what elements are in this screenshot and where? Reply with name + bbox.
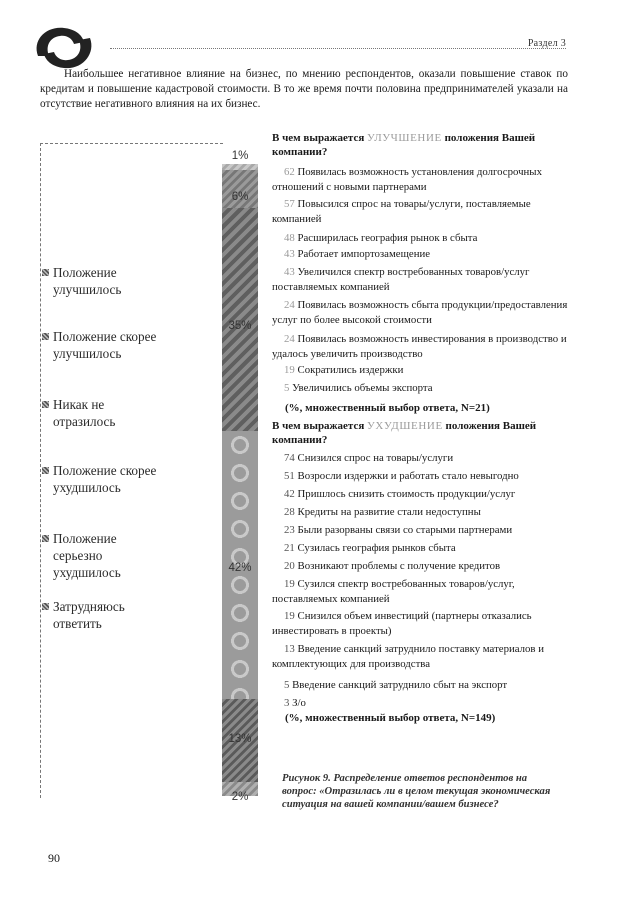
answer-percent: 43 bbox=[284, 248, 298, 260]
answer-item bbox=[272, 523, 568, 538]
legend-marker bbox=[42, 401, 49, 408]
section-label: Раздел 3 bbox=[527, 38, 566, 49]
answer-item bbox=[272, 298, 568, 327]
answer-item bbox=[272, 487, 568, 502]
legend-label: Затрудняюсь ответить bbox=[53, 599, 125, 631]
bar-value-label: 2% bbox=[231, 791, 249, 803]
answer-item bbox=[272, 505, 568, 520]
bar-value-label: 1% bbox=[231, 150, 249, 162]
answer-percent: 3 bbox=[284, 697, 293, 709]
worsen-question-title bbox=[272, 419, 568, 447]
answer-percent: 48 bbox=[284, 232, 298, 244]
answer-percent: 21 bbox=[284, 542, 298, 554]
answer-text: Работает импортозамещение bbox=[297, 248, 431, 260]
legend-item-somewhat-worsened bbox=[42, 462, 203, 496]
answer-text: Пришлось снизить стоимость продукции/услуг bbox=[297, 488, 516, 500]
bar-value-label: 42% bbox=[228, 562, 252, 574]
answer-item bbox=[272, 559, 568, 574]
answer-item bbox=[272, 197, 568, 226]
answer-text: Снизился спрос на товары/услуги bbox=[297, 452, 454, 464]
answer-percent: 5 bbox=[284, 679, 293, 691]
answer-item bbox=[272, 165, 568, 194]
answer-percent: 19 bbox=[284, 610, 298, 622]
improve-question-title bbox=[272, 131, 568, 159]
answer-percent: 23 bbox=[284, 524, 298, 536]
intro-paragraph: Наибольшее негативное влияние на бизнес, по мнению респондентов, оказали повышение ставок по кредитам и повышение кадастровой стоимости. В то же время почти половина предпринимателей указали на отсутствие негативного влияния на их бизнес. bbox=[40, 68, 568, 110]
legend-label: Положение серьезно ухудшилось bbox=[53, 531, 121, 580]
answer-text: Появилась возможность инвестирования в производство и удалось увеличить производство bbox=[272, 333, 567, 360]
answer-text: Сократились издержки bbox=[297, 364, 404, 376]
header-rule bbox=[110, 48, 566, 49]
legend-label: Положение улучшилось bbox=[53, 265, 122, 297]
answer-percent: 24 bbox=[284, 299, 298, 311]
answer-text: Увеличились объемы экспорта bbox=[292, 382, 433, 394]
answer-percent: 13 bbox=[284, 643, 298, 655]
answer-text: Возникают проблемы с получение кредитов bbox=[297, 560, 501, 572]
answer-item bbox=[272, 696, 568, 711]
answer-item bbox=[272, 469, 568, 484]
answer-percent: 24 bbox=[284, 333, 298, 345]
answer-item bbox=[272, 381, 568, 396]
legend-marker bbox=[42, 535, 49, 542]
answer-item bbox=[272, 332, 568, 361]
legend-item-no-effect bbox=[42, 396, 163, 430]
answer-percent: 19 bbox=[284, 578, 298, 590]
worsen-title-highlight: УХУДШЕНИЕ bbox=[367, 420, 443, 432]
answer-item bbox=[272, 577, 568, 606]
legend-item-somewhat-improved bbox=[42, 328, 203, 362]
answer-item bbox=[272, 363, 568, 378]
improve-sample-note: (%, множественный выбор ответа, N=21) bbox=[285, 402, 490, 414]
answer-text: З/о bbox=[292, 697, 306, 709]
answer-percent: 57 bbox=[284, 198, 298, 210]
improve-title-suffix: положения Вашей компании? bbox=[272, 132, 536, 158]
figure-caption: Рисунок 9. Распределение ответов респондентов на вопрос: «Отразилась ли в целом текущая экономическая ситуация на вашей компании/вашем бизнесе? bbox=[282, 773, 551, 810]
worsen-title-suffix: положения Вашей компании? bbox=[272, 420, 537, 446]
answer-text: Повысился спрос на товары/услуги, поставляемые компанией bbox=[272, 198, 531, 225]
answer-item bbox=[272, 541, 568, 556]
legend-item-hard-to-say bbox=[42, 598, 163, 632]
answer-item bbox=[272, 609, 568, 638]
legend-item-seriously-worsened bbox=[42, 530, 153, 581]
answer-text: Увеличился спектр востребованных товаров/услуг поставляемых компанией bbox=[272, 266, 530, 293]
legend-item-improved bbox=[42, 264, 173, 298]
legend-label: Положение скорее улучшилось bbox=[53, 329, 157, 361]
answer-text: Возросли издержки и работать стало невыгодно bbox=[297, 470, 519, 482]
answer-text: Кредиты на развитие стали недоступны bbox=[297, 506, 481, 518]
improve-title-prefix: В чем выражается bbox=[272, 132, 365, 144]
answer-percent: 5 bbox=[284, 382, 293, 394]
answer-item bbox=[272, 231, 568, 246]
bar-value-label: 6% bbox=[231, 191, 249, 203]
answer-text: Введение санкций затруднило сбыт на экспорт bbox=[292, 679, 508, 691]
answer-item bbox=[272, 642, 568, 671]
legend-marker bbox=[42, 467, 49, 474]
bar-value-label: 35% bbox=[228, 320, 252, 332]
answer-percent: 62 bbox=[284, 166, 298, 178]
legend-label: Никак не отразилось bbox=[53, 397, 116, 429]
answer-item bbox=[272, 678, 568, 693]
answer-item bbox=[272, 451, 568, 466]
answer-item bbox=[272, 247, 568, 262]
answer-text: Введение санкций затруднило поставку материалов и комплектующих для производства bbox=[272, 643, 545, 670]
improve-title-highlight: УЛУЧШЕНИЕ bbox=[367, 132, 442, 144]
bar-value-label: 13% bbox=[228, 733, 252, 745]
legend-marker bbox=[42, 333, 49, 340]
answer-percent: 19 bbox=[284, 364, 298, 376]
answer-percent: 20 bbox=[284, 560, 298, 572]
answer-text: Появилась возможность установления долгосрочных отношений с новыми партнерами bbox=[272, 166, 542, 193]
legend-label: Положение скорее ухудшилось bbox=[53, 463, 157, 495]
worsen-sample-note: (%, множественный выбор ответа, N=149) bbox=[285, 712, 496, 724]
legend-marker bbox=[42, 269, 49, 276]
answer-percent: 43 bbox=[284, 266, 298, 278]
answer-text: Сузился спектр востребованных товаров/услуг, поставляемых компанией bbox=[272, 578, 515, 605]
answer-text: Были разорваны связи со старыми партнерами bbox=[297, 524, 513, 536]
answer-text: Расширилась география рынок в сбыта bbox=[297, 232, 478, 244]
answer-percent: 42 bbox=[284, 488, 298, 500]
worsen-title-prefix: В чем выражается bbox=[272, 420, 365, 432]
answer-percent: 51 bbox=[284, 470, 298, 482]
answer-item bbox=[272, 265, 568, 294]
legend-marker bbox=[42, 603, 49, 610]
page-number: 90 bbox=[48, 851, 60, 865]
answer-text: Сузилась география рынков сбыта bbox=[297, 542, 456, 554]
answer-percent: 28 bbox=[284, 506, 298, 518]
answer-percent: 74 bbox=[284, 452, 298, 464]
answer-text: Появилась возможность сбыта продукции/предоставления услуг по более высокой стоимости bbox=[272, 299, 568, 326]
answer-text: Снизился объем инвестиций (партнеры отказались инвестировать в проекты) bbox=[272, 610, 532, 637]
